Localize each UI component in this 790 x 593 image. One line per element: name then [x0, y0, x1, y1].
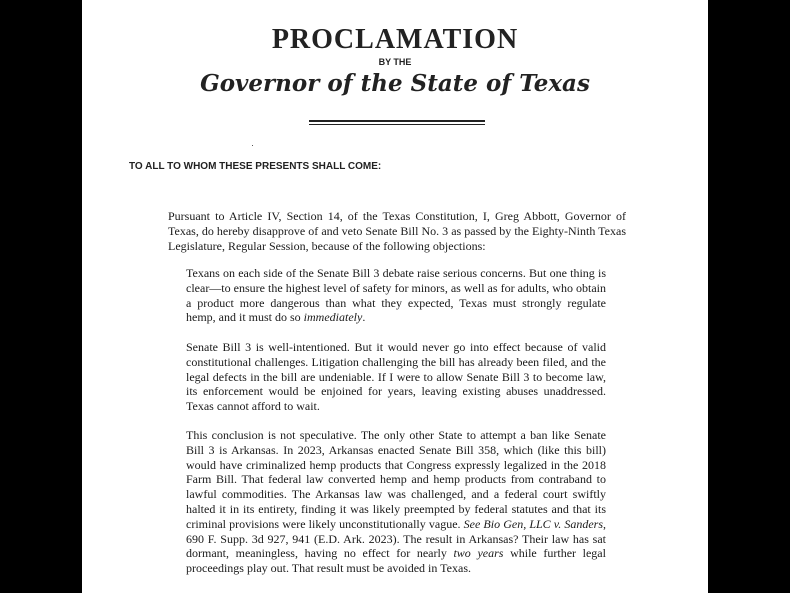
- intro-paragraph: Pursuant to Article IV, Section 14, of the Texas Constitution, I, Greg Abbott, Governor of Texas, do hereby disapprove of and veto Senate Bill No. 3 as passed by the Eighty-Ninth Texas Legislature, Regular Session, because of the following objections:: [168, 209, 626, 253]
- paragraph-1-text: Texans on each side of the Senate Bill 3 debate raise serious concerns. But one thing is clear—to ensure the highest level of safety for minors, as well as for adults, who obtain a product more dangerous than what they expected, Texas must strongly regulate hemp, and it must do so: [186, 266, 606, 325]
- by-the-label: BY THE: [378, 57, 412, 67]
- paragraph-1: [186, 266, 606, 325]
- paragraph-3-text: This conclusion is not speculative. The only other State to attempt a ban like Senate Bill 3 is Arkansas. In 2023, Arkansas enacted Senate Bill 358, which (like this bill) would have criminalized hemp products that Congress expressly legalized in the 2018 Farm Bill. That federal law converted hemp and hemp products from contraband to lawful commodities. The Arkansas law was challenged, and a federal court swiftly halted it in its entirety, finding it was likely preempted by federal statutes and that its criminal provisions were likely unconstitutionally vague.: [186, 428, 606, 531]
- paragraph-3-emphasis: two years: [453, 546, 504, 561]
- salutation: TO ALL TO WHOM THESE PRESENTS SHALL COME:: [129, 161, 382, 172]
- paragraph-3: [186, 428, 606, 576]
- proclamation-title: PROCLAMATION: [271, 24, 519, 55]
- scan-speck: [252, 145, 253, 146]
- case-citation: See Bio Gen, LLC v. Sanders: [463, 516, 604, 531]
- paragraph-3-text-2: , 690 F. Supp. 3d 927, 941 (E.D. Ark. 2023). The result in Arkansas? Their law has sat dormant, meaningless, having no effect for nearly: [186, 516, 607, 561]
- paragraph-1-end: .: [362, 310, 366, 325]
- document-page: [82, 0, 708, 593]
- heading-divider-thick: [309, 120, 485, 122]
- heading-divider-thin: [309, 124, 485, 125]
- paragraph-1-emphasis: immediately: [303, 310, 363, 325]
- paragraph-3-end: while further legal proceedings play out. That result must be avoided in Texas.: [186, 546, 606, 576]
- paragraph-2: Senate Bill 3 is well-intentioned. But it would never go into effect because of valid constitutional challenges. Litigation challenging the bill has already been filed, and the legal defects in the bill are undeniable. If I were to allow Senate Bill 3 to become law, its enforcement would be enjoined for years, leaving existing abuses unaddressed. Texas cannot afford to wait.: [186, 340, 606, 414]
- governor-heading: Governor of the State of Texas: [200, 70, 590, 97]
